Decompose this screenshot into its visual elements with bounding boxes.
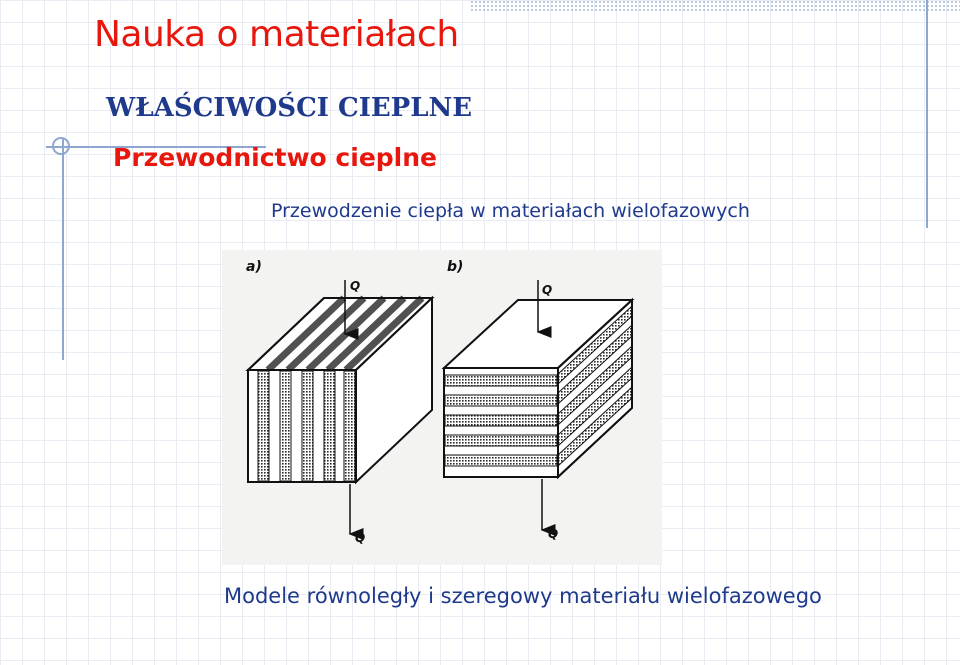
decorative-dot-band <box>470 0 960 12</box>
figure-subtitle: Przewodzenie ciepła w materiałach wielofazowych <box>271 200 750 222</box>
heat-flux-label-b-out: Q <box>548 527 559 541</box>
decorative-rule-right <box>926 0 928 228</box>
figure-label-a: a) <box>246 259 262 275</box>
heat-flux-label-a-in: Q <box>350 279 361 293</box>
figure-label-b: b) <box>447 259 464 275</box>
figure-caption: Modele równoległy i szeregowy materiału wielofazowego <box>224 584 822 608</box>
decorative-ring-icon <box>52 137 70 155</box>
slide-title: Nauka o materiałach <box>94 14 459 55</box>
heat-conduction-figure <box>222 250 662 565</box>
heat-flux-label-b-in: Q <box>542 283 553 297</box>
heat-flux-label-a-out: Q <box>355 531 366 545</box>
subsection-heading: Przewodnictwo cieplne <box>113 143 437 172</box>
decorative-rule-left <box>62 138 64 360</box>
section-heading: WŁAŚCIWOŚCI CIEPLNE <box>106 93 473 123</box>
